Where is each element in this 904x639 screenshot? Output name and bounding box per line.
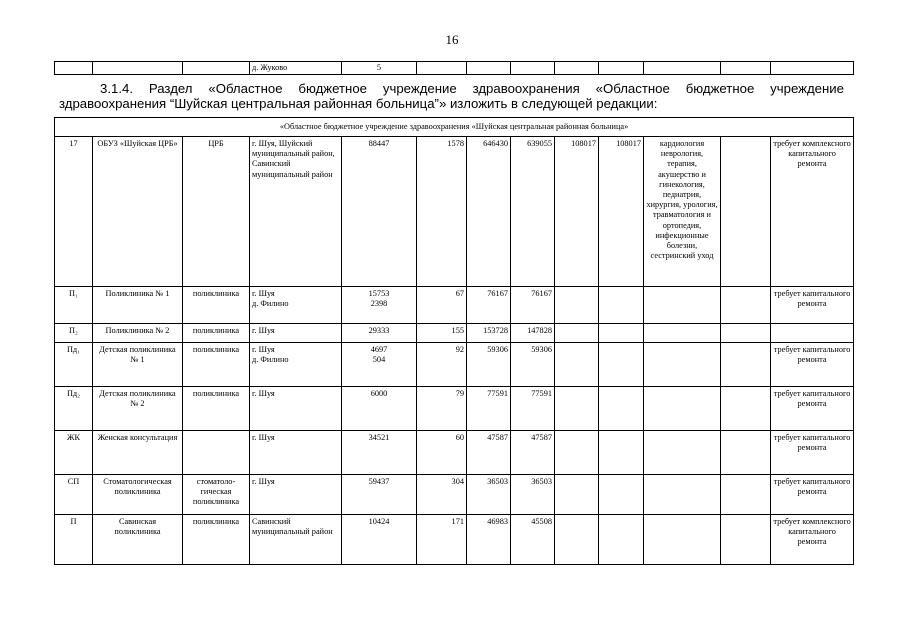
cell-c4 — [555, 343, 599, 387]
cell-address: г. Шуя — [250, 431, 342, 475]
table-title: «Областное бюджетное учреждение здравоохранения «Шуйская центральная районная больница» — [55, 118, 854, 137]
cell-empty — [721, 431, 771, 475]
cell-type: поликлиника — [183, 387, 250, 431]
cell-type: поликлиника — [183, 515, 250, 565]
cell-c3: 76167 — [511, 287, 555, 324]
cell-profile — [644, 287, 721, 324]
cell-c3: 147828 — [511, 324, 555, 343]
cell-c5 — [599, 515, 644, 565]
heading-line-2: здравоохранения “Шуйская центральная районная больница”» изложить в следующей редакции: — [59, 96, 658, 111]
prev-value: 5 — [342, 62, 417, 75]
cell-address: г. Шуя — [250, 324, 342, 343]
cell-code: П₂ — [55, 324, 93, 343]
cell-c1: 79 — [417, 387, 467, 431]
cell-population: 29333 — [342, 324, 417, 343]
cell-note: требует комплексного капитального ремонта — [771, 137, 854, 287]
table-row — [55, 137, 854, 287]
table-row — [55, 475, 854, 515]
cell-profile: кардиология неврология, терапия, акушерство и гинекология, педиатрия, хирургия, урология, травматология и ортопедия, инфекционные болезни, сестринский уход — [644, 137, 721, 287]
cell-c2: 153728 — [467, 324, 511, 343]
cell-c4 — [555, 287, 599, 324]
cell-c1: 304 — [417, 475, 467, 515]
cell-code: ЖК — [55, 431, 93, 475]
cell-empty — [721, 137, 771, 287]
cell-type: поликлиника — [183, 287, 250, 324]
cell-c4 — [555, 431, 599, 475]
cell-profile — [644, 387, 721, 431]
cell-empty — [721, 324, 771, 343]
cell-c5 — [599, 324, 644, 343]
cell-name: Детская поликлиника № 1 — [93, 343, 183, 387]
cell-empty — [721, 515, 771, 565]
cell-population: 10424 — [342, 515, 417, 565]
cell-address: г. Шуя д. Филино — [250, 343, 342, 387]
cell-c3: 45508 — [511, 515, 555, 565]
cell-c1: 155 — [417, 324, 467, 343]
cell-profile — [644, 475, 721, 515]
cell-c3: 59306 — [511, 343, 555, 387]
cell-name: Савинская поликлиника — [93, 515, 183, 565]
cell-type: поликлиника — [183, 324, 250, 343]
table-row — [55, 431, 854, 475]
cell-population: 59437 — [342, 475, 417, 515]
cell-name: Женская консультация — [93, 431, 183, 475]
cell-note: требует капитального ремонта — [771, 475, 854, 515]
table-title-row — [55, 118, 854, 137]
cell-empty — [721, 475, 771, 515]
cell-c5 — [599, 287, 644, 324]
cell-note — [771, 324, 854, 343]
table-row — [55, 343, 854, 387]
cell-c1: 171 — [417, 515, 467, 565]
cell-c3: 36503 — [511, 475, 555, 515]
cell-c4 — [555, 387, 599, 431]
cell-type — [183, 431, 250, 475]
cell-profile — [644, 324, 721, 343]
cell-type: поликлиника — [183, 343, 250, 387]
cell-code: Пд₁ — [55, 343, 93, 387]
table-row — [55, 324, 854, 343]
cell-c2: 77591 — [467, 387, 511, 431]
cell-name: Поликлиника № 2 — [93, 324, 183, 343]
cell-name: ОБУЗ «Шуйская ЦРБ» — [93, 137, 183, 287]
cell-profile — [644, 515, 721, 565]
hospital-table — [54, 117, 854, 565]
cell-c5 — [599, 475, 644, 515]
cell-c1: 1578 — [417, 137, 467, 287]
cell-name: Детская поликлиника № 2 — [93, 387, 183, 431]
prev-address: д. Жуково — [250, 62, 342, 75]
cell-c4 — [555, 475, 599, 515]
cell-code: Пд₂ — [55, 387, 93, 431]
cell-c1: 67 — [417, 287, 467, 324]
cell-profile — [644, 343, 721, 387]
cell-c4 — [555, 324, 599, 343]
cell-type: стоматоло-гическая поликлиника — [183, 475, 250, 515]
cell-c2: 46983 — [467, 515, 511, 565]
cell-address: г. Шуя д. Филино — [250, 287, 342, 324]
cell-population: 34521 — [342, 431, 417, 475]
cell-code: СП — [55, 475, 93, 515]
cell-c3: 77591 — [511, 387, 555, 431]
cell-c4 — [555, 515, 599, 565]
cell-c3: 639055 — [511, 137, 555, 287]
cell-address: г. Шуя, Шуйский муниципальный район, Савинский муниципальный район — [250, 137, 342, 287]
cell-c4: 108017 — [555, 137, 599, 287]
cell-c5: 108017 — [599, 137, 644, 287]
cell-address: г. Шуя — [250, 387, 342, 431]
cell-c2: 47587 — [467, 431, 511, 475]
table-row — [55, 287, 854, 324]
cell-empty — [721, 387, 771, 431]
cell-address: г. Шуя — [250, 475, 342, 515]
cell-c3: 47587 — [511, 431, 555, 475]
cell-c1: 60 — [417, 431, 467, 475]
cell-note: требует капитального ремонта — [771, 287, 854, 324]
cell-empty — [721, 343, 771, 387]
cell-population: 6000 — [342, 387, 417, 431]
cell-c2: 646430 — [467, 137, 511, 287]
cell-c1: 92 — [417, 343, 467, 387]
section-heading — [59, 81, 844, 111]
table-row — [55, 515, 854, 565]
cell-note: требует капитального ремонта — [771, 387, 854, 431]
cell-code: П — [55, 515, 93, 565]
cell-code: 17 — [55, 137, 93, 287]
previous-section-table — [54, 61, 854, 75]
cell-c5 — [599, 387, 644, 431]
cell-population: 4697 504 — [342, 343, 417, 387]
cell-note: требует комплексного капитального ремонта — [771, 515, 854, 565]
heading-line-1: 3.1.4. Раздел «Областное бюджетное учреждение здравоохранения «Областное бюджетное учреждение — [100, 81, 844, 96]
cell-name: Поликлиника № 1 — [93, 287, 183, 324]
table-row — [55, 62, 854, 75]
table-row — [55, 387, 854, 431]
cell-c2: 59306 — [467, 343, 511, 387]
cell-note: требует капитального ремонта — [771, 343, 854, 387]
cell-empty — [721, 287, 771, 324]
cell-note: требует капитального ремонта — [771, 431, 854, 475]
page-number: 16 — [445, 32, 459, 47]
cell-c2: 76167 — [467, 287, 511, 324]
cell-population: 88447 — [342, 137, 417, 287]
cell-address: Савинский муниципальный район — [250, 515, 342, 565]
cell-c5 — [599, 343, 644, 387]
cell-profile — [644, 431, 721, 475]
cell-type: ЦРБ — [183, 137, 250, 287]
cell-c5 — [599, 431, 644, 475]
cell-code: П₁ — [55, 287, 93, 324]
cell-name: Стоматологическая поликлиника — [93, 475, 183, 515]
cell-population: 15753 2398 — [342, 287, 417, 324]
cell-c2: 36503 — [467, 475, 511, 515]
